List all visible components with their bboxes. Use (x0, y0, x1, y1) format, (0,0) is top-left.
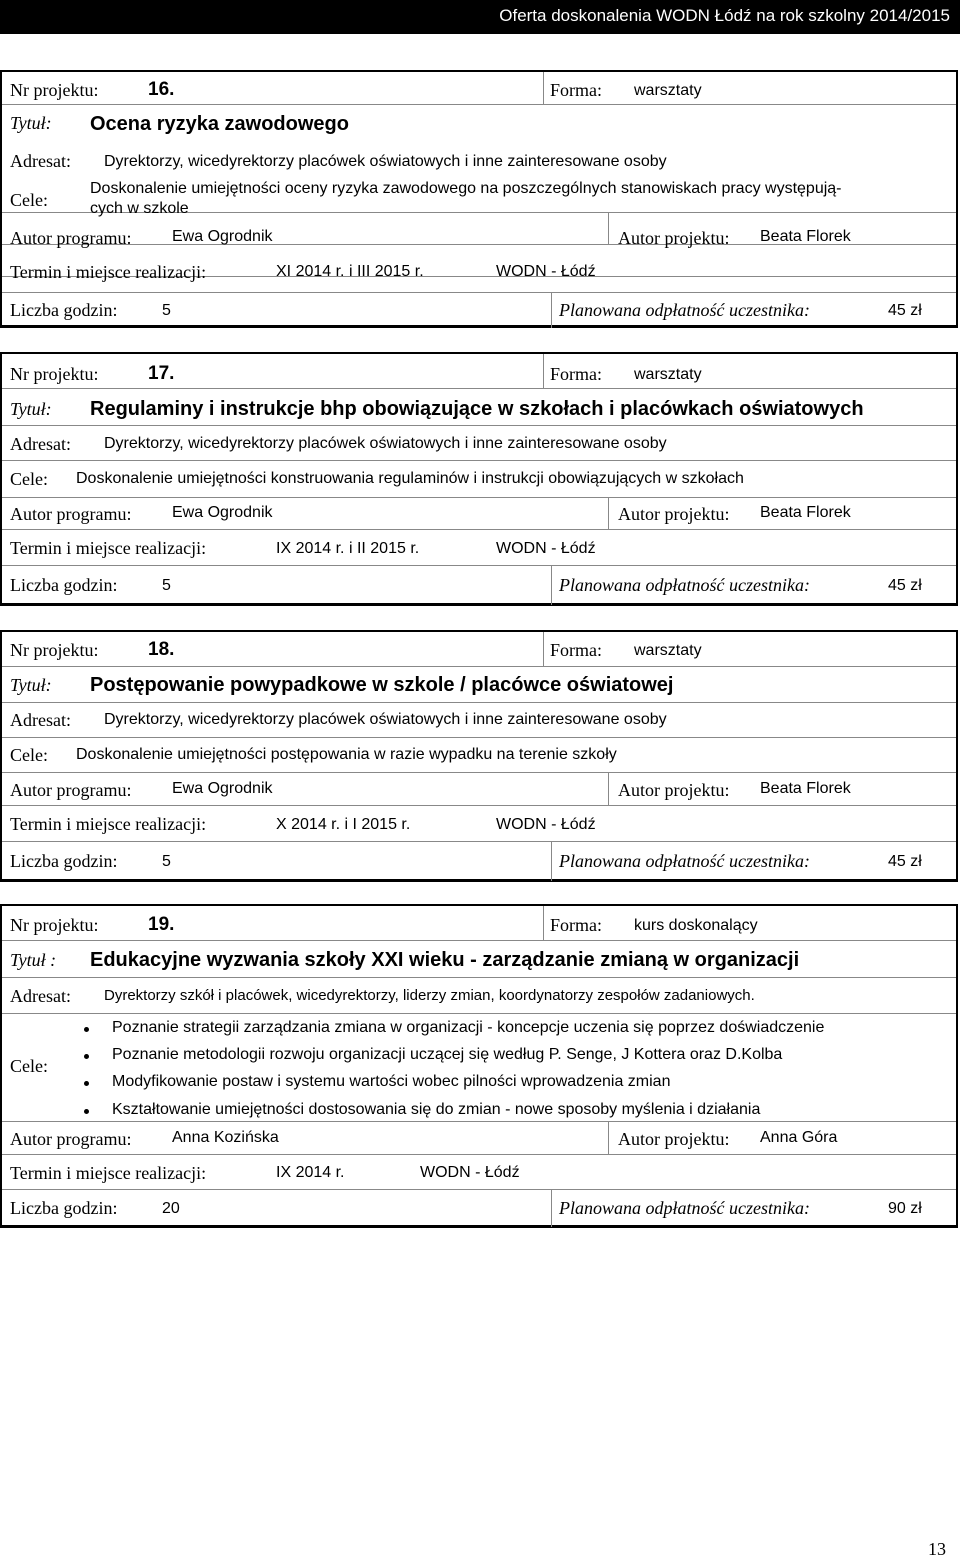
forma-label: Forma: (550, 915, 602, 935)
odplatnosc-label: Planowana odpłatność uczestnika: (559, 851, 810, 871)
odplatnosc-value: 90 zł (888, 1200, 922, 1217)
adresat-label: Adresat: (10, 434, 71, 454)
project-card-17 (0, 352, 958, 606)
bullet-icon (84, 1027, 89, 1032)
miejsce-value: WODN - Łódź (420, 1164, 520, 1181)
nr-label: Nr projektu: (10, 640, 99, 660)
liczba-value: 5 (162, 302, 171, 319)
adresat-label: Adresat: (10, 151, 71, 171)
liczba-value: 20 (162, 1200, 180, 1217)
termin-label: Termin i miejsce realizacji: (10, 1163, 207, 1183)
bullet-icon (84, 1054, 89, 1059)
forma-value: warsztaty (634, 366, 702, 383)
termin-value: XI 2014 r. i III 2015 r. (276, 263, 424, 280)
autor-projektu-value: Beata Florek (760, 504, 851, 521)
odplatnosc-value: 45 zł (888, 577, 922, 594)
page-number: 13 (928, 1539, 946, 1559)
bullet-icon (84, 1081, 89, 1086)
cele-line-1: Doskonalenie umiejętności oceny ryzyka zawodowego na poszczególnych stanowiskach pracy występują- (90, 180, 842, 197)
forma-value: warsztaty (634, 642, 702, 659)
autor-programu-value: Ewa Ogrodnik (172, 780, 273, 797)
project-card-18 (0, 630, 958, 882)
odplatnosc-value: 45 zł (888, 302, 922, 319)
project-number: 19. (148, 914, 175, 935)
termin-value: IX 2014 r. i II 2015 r. (276, 540, 420, 557)
cele-label: Cele: (10, 1056, 48, 1076)
tytul-label: Tytuł: (10, 675, 52, 695)
odplatnosc-value: 45 zł (888, 853, 922, 870)
header-title: Oferta doskonalenia WODN Łódź na rok szkolny 2014/2015 (499, 6, 950, 25)
autor-projektu-label: Autor projektu: (618, 504, 730, 524)
autor-programu-label: Autor programu: (10, 228, 132, 248)
autor-projektu-value: Beata Florek (760, 780, 851, 797)
page-header (0, 0, 960, 34)
autor-programu-value: Ewa Ogrodnik (172, 504, 273, 521)
nr-label: Nr projektu: (10, 364, 99, 384)
adresat-label: Adresat: (10, 710, 71, 730)
autor-programu-label: Autor programu: (10, 780, 132, 800)
project-number: 17. (148, 363, 175, 384)
tytul-label: Tytuł: (10, 113, 52, 133)
project-title: Ocena ryzyka zawodowego (90, 113, 349, 135)
cele-label: Cele: (10, 190, 48, 210)
miejsce-value: WODN - Łódź (496, 263, 596, 280)
autor-programu-label: Autor programu: (10, 504, 132, 524)
forma-value: kurs doskonalący (634, 917, 758, 934)
liczba-label: Liczba godzin: (10, 851, 118, 871)
termin-label: Termin i miejsce realizacji: (10, 538, 207, 558)
miejsce-value: WODN - Łódź (496, 540, 596, 557)
termin-value: IX 2014 r. (276, 1164, 345, 1181)
project-card-19 (0, 904, 958, 1228)
liczba-value: 5 (162, 577, 171, 594)
autor-projektu-value: Anna Góra (760, 1129, 838, 1146)
forma-value: warsztaty (634, 82, 702, 99)
autor-programu-value: Ewa Ogrodnik (172, 228, 273, 245)
cele-line-2: cych w szkole (90, 200, 189, 217)
nr-label: Nr projektu: (10, 915, 99, 935)
project-card-16 (0, 70, 958, 328)
tytul-label: Tytuł : (10, 950, 57, 970)
forma-label: Forma: (550, 364, 602, 384)
project-title: Edukacyjne wyzwania szkoły XXI wieku - zarządzanie zmianą w organizacji (90, 949, 800, 971)
miejsce-value: WODN - Łódź (496, 816, 596, 833)
cele-item: Modyfikowanie postaw i systemu wartości wobec pilności wprowadzenia zmian (112, 1073, 671, 1090)
forma-label: Forma: (550, 80, 602, 100)
autor-projektu-label: Autor projektu: (618, 780, 730, 800)
cele-label: Cele: (10, 745, 48, 765)
adresat-value: Dyrektorzy, wicedyrektorzy placówek oświatowych i inne zainteresowane osoby (104, 153, 667, 170)
tytul-label: Tytuł: (10, 399, 52, 419)
termin-label: Termin i miejsce realizacji: (10, 262, 207, 282)
liczba-value: 5 (162, 853, 171, 870)
nr-label: Nr projektu: (10, 80, 99, 100)
bullet-icon (84, 1109, 89, 1114)
project-title: Regulaminy i instrukcje bhp obowiązujące w szkołach i placówkach oświatowych (90, 398, 864, 420)
cele-value: Doskonalenie umiejętności postępowania w razie wypadku na terenie szkoły (76, 746, 617, 763)
adresat-value: Dyrektorzy, wicedyrektorzy placówek oświatowych i inne zainteresowane osoby (104, 435, 667, 452)
liczba-label: Liczba godzin: (10, 300, 118, 320)
autor-projektu-value: Beata Florek (760, 228, 851, 245)
termin-value: X 2014 r. i I 2015 r. (276, 816, 411, 833)
adresat-label: Adresat: (10, 986, 71, 1006)
odplatnosc-label: Planowana odpłatność uczestnika: (559, 1198, 810, 1218)
autor-projektu-label: Autor projektu: (618, 1129, 730, 1149)
odplatnosc-label: Planowana odpłatność uczestnika: (559, 300, 810, 320)
liczba-label: Liczba godzin: (10, 1198, 118, 1218)
odplatnosc-label: Planowana odpłatność uczestnika: (559, 575, 810, 595)
autor-programu-value: Anna Kozińska (172, 1129, 279, 1146)
cele-value: Doskonalenie umiejętności konstruowania regulaminów i instrukcji obowiązujących w szkołach (76, 470, 744, 487)
project-number: 18. (148, 639, 175, 660)
adresat-value: Dyrektorzy szkół i placówek, wicedyrektorzy, liderzy zmian, koordynatorzy zespołów zadaniowych. (104, 987, 755, 1004)
liczba-label: Liczba godzin: (10, 575, 118, 595)
cele-label: Cele: (10, 469, 48, 489)
termin-label: Termin i miejsce realizacji: (10, 814, 207, 834)
cele-item: Poznanie metodologii rozwoju organizacji uczącej się według P. Senge, J Kottera oraz D.Kolba (112, 1046, 783, 1063)
autor-projektu-label: Autor projektu: (618, 228, 730, 248)
project-title: Postępowanie powypadkowe w szkole / placówce oświatowej (90, 674, 674, 696)
project-number: 16. (148, 79, 175, 100)
autor-programu-label: Autor programu: (10, 1129, 132, 1149)
forma-label: Forma: (550, 640, 602, 660)
cele-item: Poznanie strategii zarządzania zmiana w organizacji - koncepcje uczenia się poprzez doświadczenie (112, 1019, 825, 1036)
adresat-value: Dyrektorzy, wicedyrektorzy placówek oświatowych i inne zainteresowane osoby (104, 711, 667, 728)
cele-item: Kształtowanie umiejętności dostosowania się do zmian - nowe sposoby myślenia i działania (112, 1101, 761, 1118)
